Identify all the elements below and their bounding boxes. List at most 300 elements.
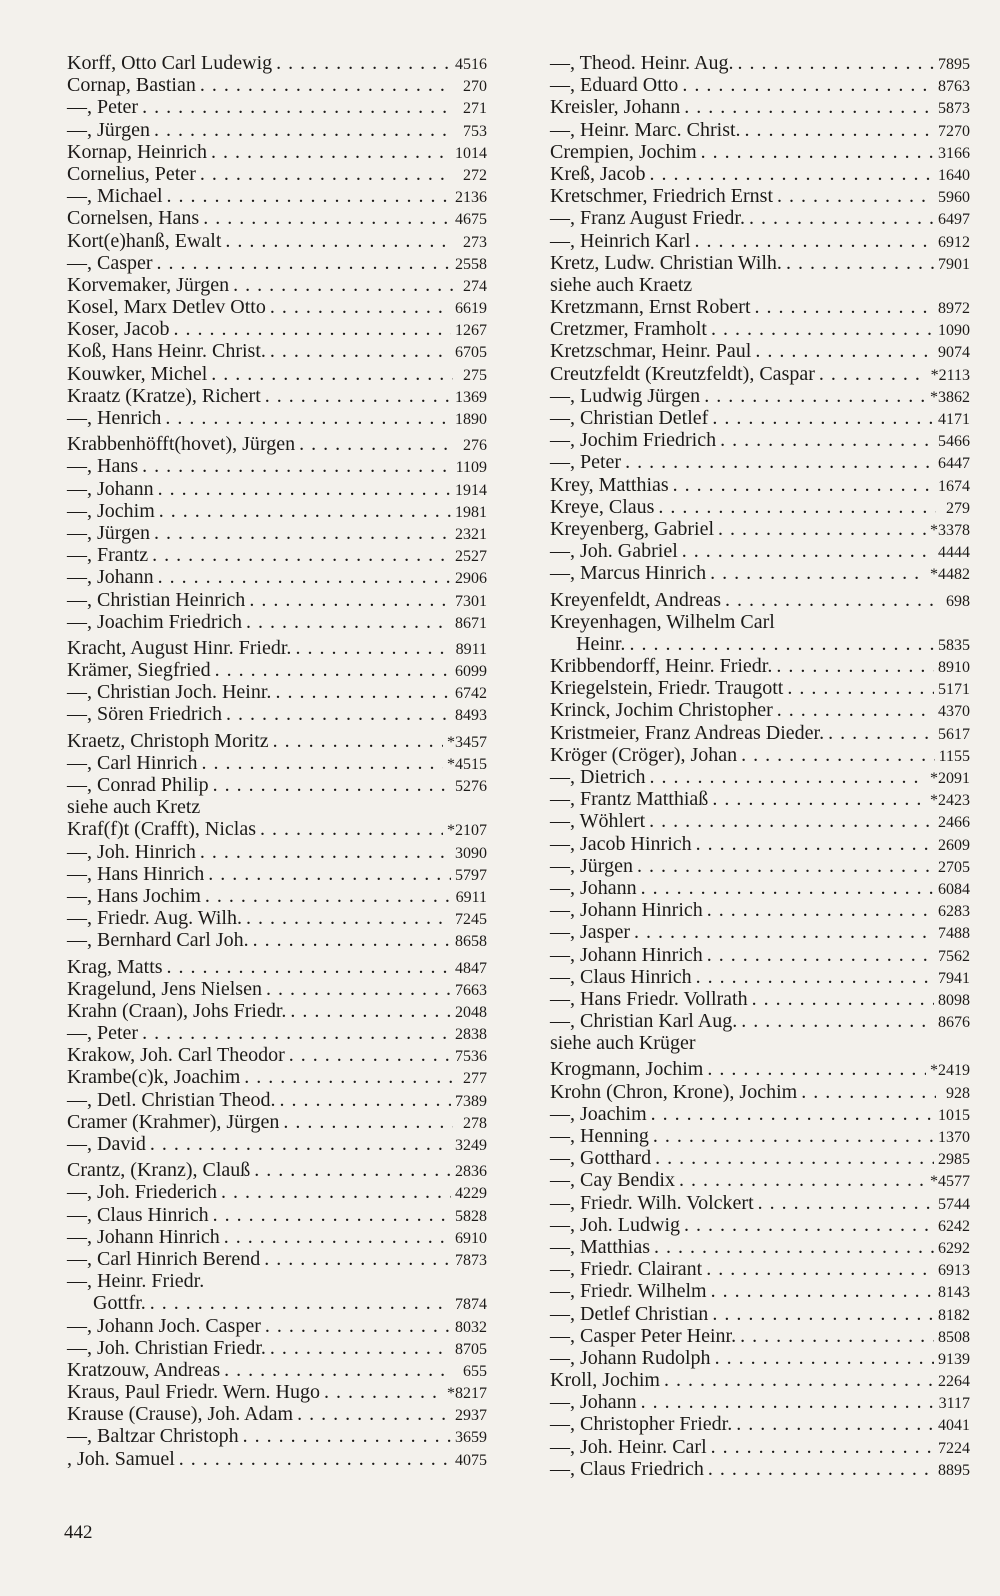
- index-entry: [550, 589, 970, 611]
- leader-dots: [225, 230, 453, 252]
- leader-dots: [712, 407, 934, 429]
- entry-name: Krogmann, Jochim: [550, 1058, 704, 1081]
- entry-name: —, Friedr. Wilh. Volckert: [550, 1191, 754, 1214]
- leader-dots: [654, 1236, 934, 1258]
- index-entry: [67, 340, 487, 362]
- leader-dots: [283, 1111, 453, 1133]
- leader-dots: [158, 478, 451, 500]
- index-entry: [550, 1192, 970, 1214]
- index-entry: [550, 385, 970, 407]
- entry-name: —, Hans: [67, 455, 139, 478]
- entry-name: —, Johann Joch. Casper: [67, 1314, 261, 1337]
- entry-name: Kraatz (Kratze), Richert: [67, 384, 261, 407]
- index-entry: [550, 855, 970, 877]
- index-entry: [67, 385, 487, 407]
- entry-number: 1640: [938, 166, 970, 184]
- entry-number: 753: [463, 122, 487, 140]
- leader-dots: [254, 1159, 451, 1181]
- leader-dots: [215, 659, 451, 681]
- entry-name: Krohn (Chron, Krone), Jochim: [550, 1080, 798, 1103]
- entry-name: Krey, Matthias: [550, 473, 669, 496]
- entry-number: 3249: [455, 1137, 487, 1154]
- entry-number: 3166: [938, 144, 970, 162]
- entry-name: —, Claus Hinrich: [550, 965, 692, 988]
- index-entry: [67, 1425, 487, 1447]
- entry-name: —, Detl. Christian Theod.: [67, 1088, 276, 1111]
- index-entry: [67, 774, 487, 796]
- entry-number: *2113: [930, 366, 970, 384]
- entry-name: Cramer (Krahmer), Jürgen: [67, 1110, 280, 1133]
- index-entry: [550, 562, 970, 584]
- entry-name: Kretschmer, Friedrich Ernst: [550, 185, 774, 208]
- entry-name: Creutzfeldt (Kreutzfeldt), Caspar: [550, 362, 815, 385]
- leader-dots: [264, 1248, 451, 1270]
- index-column-right: [550, 52, 970, 1480]
- index-entry: [67, 1204, 487, 1226]
- entry-name: —, Joh. Friederich: [67, 1181, 217, 1204]
- index-entry: [67, 659, 487, 681]
- entry-number: 8671: [455, 614, 487, 632]
- leader-dots: [150, 1292, 451, 1314]
- index-entry: [67, 841, 487, 863]
- index-entry: [67, 318, 487, 340]
- index-entry: [550, 1236, 970, 1258]
- index-entry: [67, 1111, 487, 1133]
- entry-number: *4515: [447, 755, 487, 773]
- index-entry: [550, 766, 970, 788]
- entry-name: Krakow, Joh. Carl Theodor: [67, 1044, 285, 1067]
- leader-dots: [725, 589, 936, 611]
- entry-name: Koß, Hans Heinr. Christ.: [67, 340, 266, 363]
- entry-name: Kristmeier, Franz Andreas Dieder.: [550, 721, 825, 744]
- leader-dots: [224, 1226, 451, 1248]
- index-column-left: [67, 52, 487, 1470]
- entry-name: Kriegelstein, Friedr. Traugott: [550, 677, 784, 700]
- leader-dots: [253, 929, 451, 951]
- leader-dots: [142, 1022, 451, 1044]
- entry-number: 6910: [455, 1229, 487, 1247]
- leader-dots: [273, 730, 443, 752]
- entry-name: —, Conrad Philip: [67, 774, 209, 796]
- leader-dots: [275, 681, 451, 703]
- leader-dots: [299, 433, 453, 455]
- entry-number: 1015: [938, 1106, 970, 1124]
- index-entry: [67, 1270, 487, 1292]
- index-entry: [550, 119, 970, 141]
- leader-dots: [695, 230, 934, 252]
- leader-dots: [634, 921, 934, 943]
- entry-number: 3090: [455, 844, 487, 862]
- entry-number: *2091: [930, 770, 970, 787]
- entry-number: *2419: [930, 1062, 970, 1080]
- entry-number: 7663: [455, 981, 487, 999]
- entry-number: 6099: [455, 663, 487, 681]
- entry-name: Kreisler, Johann: [550, 96, 681, 119]
- entry-number: 4075: [455, 1451, 487, 1469]
- entry-number: 8508: [938, 1328, 970, 1346]
- entry-name: —, Peter: [67, 1022, 139, 1045]
- index-entry: [550, 1032, 970, 1054]
- entry-name: —, Henrich: [67, 407, 162, 429]
- entry-name: —, Matthias: [550, 1235, 650, 1258]
- entry-name: Heinr.: [576, 632, 626, 655]
- entry-name: —, Eduard Otto: [550, 74, 679, 97]
- entry-number: *2423: [930, 792, 970, 810]
- leader-dots: [205, 885, 452, 907]
- leader-dots: [200, 841, 451, 863]
- index-entry: [550, 1125, 970, 1147]
- entry-name: —, Jasper: [550, 921, 630, 944]
- index-entry: [550, 163, 970, 185]
- entry-number: 5617: [938, 725, 970, 743]
- entry-number: 8493: [455, 707, 487, 725]
- entry-number: *4577: [930, 1173, 970, 1191]
- index-entry: [550, 1258, 970, 1280]
- entry-name: Kreye, Claus: [550, 495, 655, 518]
- entry-name: —, Joh. Christian Friedr.: [67, 1336, 266, 1359]
- entry-number: 4171: [938, 411, 970, 428]
- entry-number: 2527: [455, 548, 487, 566]
- entry-number: *8217: [447, 1385, 487, 1403]
- entry-name: —, Peter: [67, 96, 139, 119]
- leader-dots: [651, 1103, 934, 1125]
- entry-name: —, Friedr. Wilhelm: [550, 1280, 707, 1303]
- entry-number: 1981: [455, 503, 487, 521]
- entry-number: 8098: [938, 991, 970, 1009]
- index-entry: [550, 207, 970, 229]
- leader-dots: [682, 74, 934, 96]
- index-entry: [550, 296, 970, 318]
- entry-name: —, Frantz: [67, 544, 149, 567]
- entry-number: 274: [463, 277, 487, 295]
- entry-number: 8763: [938, 78, 970, 96]
- entry-name: Kribbendorff, Heinr. Friedr.: [550, 655, 773, 678]
- leader-dots: [704, 385, 926, 407]
- entry-name: Gottfr.: [93, 1292, 146, 1315]
- entry-name: —, Christian Joch. Heinr.: [67, 681, 272, 704]
- entry-name: Kretzmann, Ernst Robert: [550, 296, 751, 319]
- entry-name: Korff, Otto Carl Ludewig: [67, 52, 273, 74]
- entry-name: Krämer, Siegfried: [67, 659, 211, 682]
- entry-number: 9139: [938, 1350, 970, 1368]
- leader-dots: [710, 562, 926, 584]
- entry-name: —, Hans Jochim: [67, 884, 201, 907]
- entry-name: —, Carl Hinrich Berend: [67, 1247, 261, 1270]
- leader-dots: [650, 163, 934, 185]
- entry-name: —, Casper: [67, 251, 153, 274]
- entry-number: 6283: [938, 903, 970, 921]
- index-entry: [67, 796, 487, 818]
- entry-number: 3659: [455, 1429, 487, 1447]
- entry-name: Korvemaker, Jürgen: [67, 273, 230, 296]
- leader-dots: [752, 988, 934, 1010]
- entry-name: —, Joh. Heinr. Carl: [550, 1435, 707, 1458]
- leader-dots: [265, 1315, 451, 1337]
- entry-name: , Joh. Samuel: [67, 1447, 175, 1470]
- entry-number: 1267: [455, 322, 487, 340]
- leader-dots: [154, 522, 451, 544]
- index-entry: [550, 474, 970, 496]
- leader-dots: [265, 385, 451, 407]
- entry-name: Kratzouw, Andreas: [67, 1358, 221, 1381]
- entry-name: Cornelsen, Hans: [67, 207, 200, 230]
- entry-name: Kraus, Paul Friedr. Wern. Hugo: [67, 1381, 320, 1404]
- entry-number: 7562: [938, 947, 970, 965]
- page-number: 442: [64, 1522, 93, 1543]
- index-entry: [67, 1337, 487, 1359]
- entry-number: 7895: [938, 56, 970, 73]
- leader-dots: [707, 1058, 926, 1080]
- entry-name: —, Dietrich: [550, 766, 646, 788]
- entry-number: 8972: [938, 300, 970, 318]
- entry-number: 1914: [455, 481, 487, 499]
- entry-number: 5828: [455, 1207, 487, 1225]
- index-entry: [67, 863, 487, 885]
- leader-dots: [664, 1369, 934, 1391]
- leader-dots: [708, 1458, 934, 1480]
- leader-dots: [203, 207, 451, 229]
- entry-number: 2705: [938, 858, 970, 876]
- entry-number: *3378: [930, 521, 970, 539]
- leader-dots: [260, 818, 443, 840]
- entry-number: 271: [463, 100, 487, 118]
- leader-dots: [243, 1425, 451, 1447]
- entry-number: 6705: [455, 344, 487, 362]
- leader-dots: [658, 496, 936, 518]
- index-entry: [550, 74, 970, 96]
- index-entry: [67, 589, 487, 611]
- entry-number: 272: [463, 166, 487, 184]
- entry-number: 6242: [938, 1217, 970, 1235]
- index-entry: [67, 455, 487, 477]
- index-entry: [550, 318, 970, 340]
- index-entry: [67, 1381, 487, 1403]
- leader-dots: [706, 1258, 934, 1280]
- leader-dots: [711, 1280, 934, 1302]
- index-entry: [67, 296, 487, 318]
- index-entry: [67, 1133, 487, 1155]
- leader-dots: [270, 296, 451, 318]
- leader-dots: [649, 810, 934, 832]
- leader-dots: [221, 1181, 451, 1203]
- index-entry: [550, 1325, 970, 1347]
- entry-name: —, Henning: [550, 1125, 649, 1147]
- entry-number: 9074: [938, 344, 970, 362]
- index-entry: [67, 566, 487, 588]
- entry-number: 8705: [455, 1340, 487, 1358]
- entry-name: —, Wöhlert: [550, 810, 646, 833]
- entry-name: —, Marcus Hinrich: [550, 562, 707, 585]
- leader-dots: [741, 744, 934, 766]
- entry-name: —, Joh. Gabriel: [550, 540, 678, 563]
- index-entry: [550, 1280, 970, 1302]
- leader-dots: [213, 774, 451, 796]
- leader-dots: [202, 752, 443, 774]
- leader-dots: [167, 185, 451, 207]
- index-entry: [67, 1248, 487, 1270]
- index-entry: [67, 1403, 487, 1425]
- leader-dots: [707, 944, 934, 966]
- leader-dots: [157, 252, 451, 274]
- index-entry: [550, 722, 970, 744]
- leader-dots: [158, 566, 451, 588]
- entry-name: —, Johann Hinrich: [550, 899, 703, 922]
- leader-dots: [167, 956, 451, 978]
- entry-name: Cornelius, Peter: [67, 162, 196, 185]
- entry-name: —, Friedr. Aug. Wilh.: [67, 907, 242, 930]
- leader-dots: [787, 677, 934, 699]
- entry-number: 2136: [455, 189, 487, 207]
- entry-name: Kraf(f)t (Crafft), Niclas: [67, 818, 256, 841]
- leader-dots: [629, 633, 934, 655]
- entry-name: Cornap, Bastian: [67, 74, 196, 97]
- leader-dots: [224, 1359, 453, 1381]
- index-entry: [550, 699, 970, 721]
- leader-dots: [755, 340, 934, 362]
- leader-dots: [270, 340, 451, 362]
- index-entry: [550, 52, 970, 74]
- entry-name: —, Claus Hinrich: [67, 1203, 209, 1226]
- leader-dots: [270, 1337, 451, 1359]
- entry-name: Kragelund, Jens Nielsen: [67, 977, 262, 1000]
- entry-number: 655: [463, 1362, 487, 1380]
- index-entry: [550, 833, 970, 855]
- entry-name: —, Johann Hinrich: [67, 1225, 220, 1248]
- entry-number: 7301: [455, 592, 487, 610]
- index-entry: [550, 1458, 970, 1480]
- entry-number: 8910: [938, 659, 970, 677]
- entry-number: 5835: [938, 636, 970, 654]
- index-entry: [550, 1347, 970, 1369]
- entry-name: Kornap, Heinrich: [67, 140, 207, 163]
- entry-name: Kreß, Jacob: [550, 162, 646, 185]
- entry-name: siehe auch Kretz: [67, 796, 201, 819]
- leader-dots: [819, 363, 927, 385]
- entry-number: 4516: [455, 56, 487, 73]
- entry-name: —, Heinrich Karl: [550, 229, 691, 252]
- entry-number: 7224: [938, 1439, 970, 1457]
- entry-number: 6913: [938, 1262, 970, 1280]
- entry-number: 4675: [455, 211, 487, 229]
- leader-dots: [696, 966, 934, 988]
- index-entry: [67, 956, 487, 978]
- leader-dots: [679, 1169, 926, 1191]
- leader-dots: [749, 207, 934, 229]
- index-entry: [550, 1058, 970, 1080]
- leader-dots: [179, 1448, 451, 1470]
- entry-name: —, Peter: [550, 451, 622, 474]
- entry-name: —, Christopher Friedr.: [550, 1413, 733, 1436]
- entry-number: 928: [946, 1084, 970, 1102]
- index-entry: [67, 185, 487, 207]
- entry-number: 8658: [455, 933, 487, 951]
- index-entry: [550, 788, 970, 810]
- index-entry: [67, 363, 487, 385]
- index-entry: [550, 540, 970, 562]
- leader-dots: [226, 703, 451, 725]
- entry-name: —, Heinr. Friedr.: [67, 1270, 205, 1293]
- leader-dots: [755, 296, 935, 318]
- entry-name: —, Claus Friedrich: [550, 1457, 704, 1480]
- leader-dots: [211, 363, 453, 385]
- index-entry: [550, 496, 970, 518]
- leader-dots: [266, 978, 451, 1000]
- leader-dots: [641, 1391, 935, 1413]
- leader-dots: [655, 1147, 934, 1169]
- index-entry: [67, 929, 487, 951]
- entry-name: —, Jacob Hinrich: [550, 832, 692, 855]
- entry-name: —, Carl Hinrich: [67, 751, 198, 774]
- entry-number: 5466: [938, 433, 970, 451]
- index-entry: [67, 163, 487, 185]
- index-entry: [67, 1159, 487, 1181]
- entry-name: —, Michael: [67, 185, 163, 208]
- entry-name: —, David: [67, 1133, 146, 1155]
- entry-number: 6912: [938, 233, 970, 251]
- leader-dots: [707, 899, 934, 921]
- entry-number: 6084: [938, 880, 970, 898]
- entry-number: 1369: [455, 388, 487, 406]
- index-entry: [550, 1169, 970, 1191]
- entry-number: 2321: [455, 525, 487, 543]
- leader-dots: [142, 96, 453, 118]
- entry-number: 2937: [455, 1407, 487, 1425]
- entry-name: Krahn (Craan), Johs Friedr.: [67, 999, 287, 1022]
- entry-name: Cretzmer, Framholt: [550, 318, 707, 341]
- entry-name: siehe auch Kraetz: [550, 273, 693, 296]
- entry-number: 8895: [938, 1461, 970, 1479]
- index-entry: [67, 752, 487, 774]
- index-entry: [67, 96, 487, 118]
- index-entry: [67, 1181, 487, 1203]
- entry-name: Kreyenhagen, Wilhelm Carl: [550, 610, 775, 633]
- index-entry: [550, 1436, 970, 1458]
- entry-name: —, Christian Heinrich: [67, 588, 246, 611]
- leader-dots: [801, 1081, 936, 1103]
- leader-dots: [786, 252, 934, 274]
- entry-number: *2107: [447, 822, 487, 840]
- index-entry: [67, 703, 487, 725]
- index-entry: [550, 1214, 970, 1236]
- entry-number: 276: [463, 437, 487, 455]
- entry-number: 1109: [455, 459, 487, 477]
- index-entry: [550, 1413, 970, 1435]
- entry-name: Krinck, Jochim Christopher: [550, 699, 773, 722]
- entry-name: —, Hans Friedr. Vollrath: [550, 987, 748, 1010]
- index-entry: [550, 1147, 970, 1169]
- entry-name: —, Jürgen: [67, 118, 150, 141]
- leader-dots: [159, 500, 451, 522]
- entry-number: 6742: [455, 685, 487, 703]
- index-entry: [550, 407, 970, 429]
- leader-dots: [650, 766, 926, 788]
- entry-number: *4482: [930, 566, 970, 584]
- leader-dots: [712, 1303, 934, 1325]
- entry-name: —, Joachim Friedrich: [67, 610, 242, 633]
- index-entry: [67, 1066, 487, 1088]
- entry-number: 8911: [455, 640, 487, 658]
- index-entry: [67, 978, 487, 1000]
- leader-dots: [745, 119, 934, 141]
- index-entry: [67, 1022, 487, 1044]
- leader-dots: [211, 141, 451, 163]
- leader-dots: [276, 52, 451, 74]
- leader-dots: [297, 1403, 451, 1425]
- leader-dots: [295, 637, 451, 659]
- entry-number: 2906: [455, 570, 487, 588]
- entry-number: 7270: [938, 122, 970, 140]
- leader-dots: [696, 833, 934, 855]
